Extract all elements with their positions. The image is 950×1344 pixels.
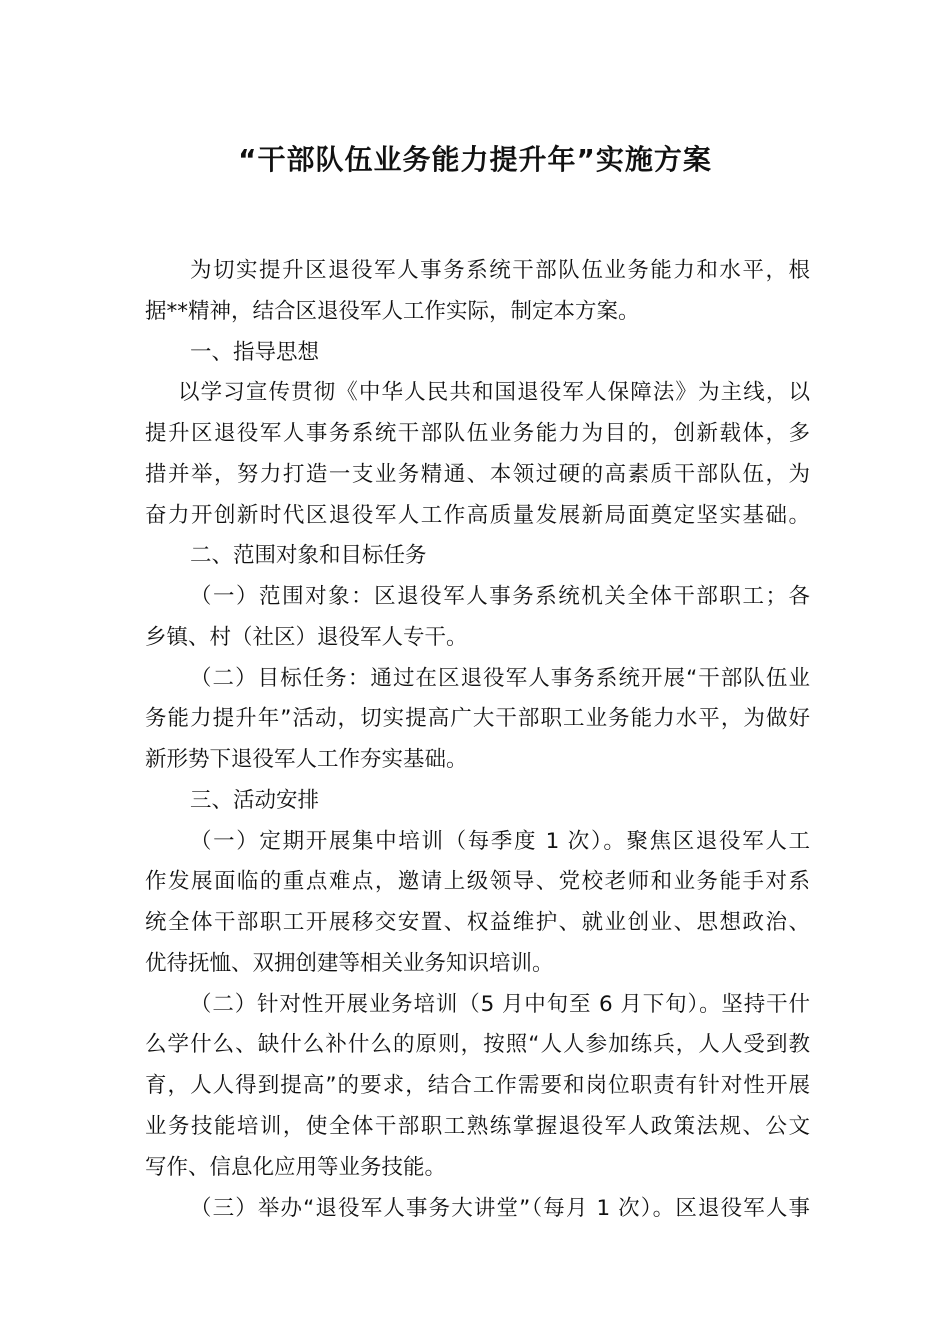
paragraph-line: 乡镇、村（社区）退役军人专干。 (145, 625, 468, 650)
paragraph-line: （一）范围对象：区退役军人事务系统机关全体干部职工；各 (190, 584, 810, 609)
section-heading: 一、指导思想 (190, 340, 320, 365)
paragraph-line: 以学习宣传贯彻《中华人民共和国退役军人保障法》为主线，以 (178, 380, 810, 405)
paragraph-line: 新形势下退役军人工作夯实基础。 (145, 747, 468, 772)
paragraph-line: 提升区退役军人事务系统干部队伍业务能力为目的，创新载体，多 (145, 421, 810, 446)
paragraph-line: （二）目标任务：通过在区退役军人事务系统开展“干部队伍业 (190, 666, 810, 691)
paragraph-line: 写作、信息化应用等业务技能。 (145, 1155, 447, 1180)
paragraph-line: 务能力提升年”活动，切实提高广大干部职工业务能力水平，为做好 (145, 706, 810, 731)
paragraph-line: （二）针对性开展业务培训（5 月中旬至 6 月下旬）。坚持干什 (190, 992, 810, 1017)
section-heading: 三、活动安排 (190, 788, 320, 813)
paragraph-line: 统全体干部职工开展移交安置、权益维护、就业创业、思想政治、 (145, 910, 810, 935)
paragraph-line: 奋力开创新时代区退役军人工作高质量发展新局面奠定坚实基础。 (145, 503, 810, 528)
paragraph-line: （一）定期开展集中培训（每季度 1 次）。聚焦区退役军人工 (190, 829, 810, 854)
document-title: “干部队伍业务能力提升年”实施方案 (238, 143, 712, 176)
paragraph-line: （三）举办“退役军人事务大讲堂”（每月 1 次）。区退役军人事 (190, 1196, 810, 1221)
paragraph-line: 么学什么、缺什么补什么的原则，按照“人人参加练兵，人人受到教 (145, 1032, 810, 1057)
paragraph-line: 为切实提升区退役军人事务系统干部队伍业务能力和水平，根 (190, 258, 810, 283)
paragraph-line: 措并举，努力打造一支业务精通、本领过硬的高素质干部队伍，为 (145, 462, 810, 487)
paragraph-line: 优待抚恤、双拥创建等相关业务知识培训。 (145, 951, 554, 976)
paragraph-line: 据**精神，结合区退役军人工作实际，制定本方案。 (145, 299, 640, 324)
paragraph-line: 作发展面临的重点难点，邀请上级领导、党校老师和业务能手对系 (145, 869, 810, 894)
section-heading: 二、范围对象和目标任务 (190, 543, 427, 568)
paragraph-line: 业务技能培训，使全体干部职工熟练掌握退役军人政策法规、公文 (145, 1114, 810, 1139)
paragraph-line: 育，人人得到提高”的要求，结合工作需要和岗位职责有针对性开展 (145, 1073, 810, 1098)
